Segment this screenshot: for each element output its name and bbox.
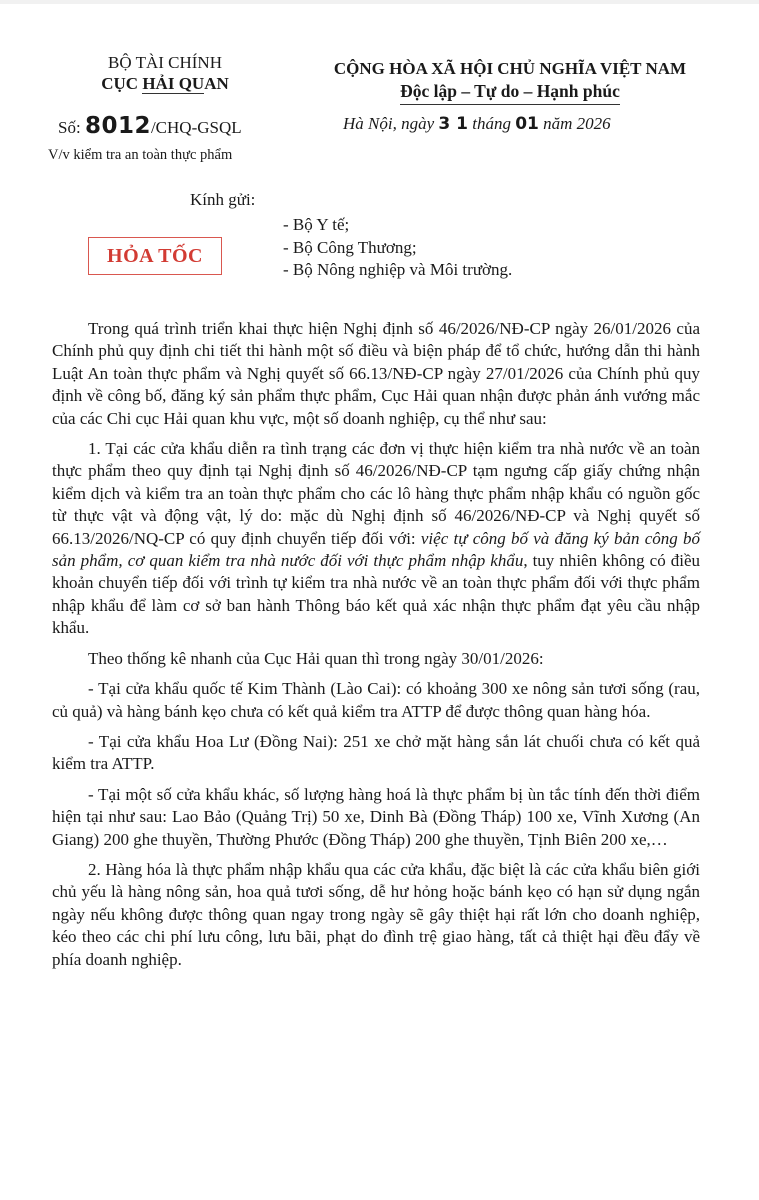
recipients-label: Kính gửi: <box>190 190 256 209</box>
ministry-name: BỘ TÀI CHÍNH <box>108 53 222 72</box>
document-number-suffix: /CHQ-GSQL <box>150 118 242 137</box>
point-1-paragraph <box>52 438 700 640</box>
national-header <box>300 58 720 105</box>
document-date <box>343 114 611 134</box>
date-year: năm 2026 <box>543 114 611 133</box>
document-number <box>58 113 242 139</box>
document-subject: V/v kiểm tra an toàn thực phẩm <box>48 147 233 163</box>
date-place: Hà Nội, ngày <box>343 114 435 133</box>
document-number-value: 8012 <box>84 113 151 139</box>
point-1-text-a: 1. Tại các cửa khẩu diễn ra tình trạng các đơn vị thực hiện kiểm tra nhà nước về an toàn thực phẩm theo quy định tại Nghị định số 46/2026/NĐ-CP tạm ngưng cấp giấy chứng nhận kiểm dịch và kiểm tra an toàn thực phẩm cho các lô hàng thực phẩm nhập khẩu có nguồn gốc từ thực vật và động vật, lý do: mặc dù Nghị định số 46/2026/NĐ-CP và Nghị quyết số 66.13/2026/NQ-CP có quy định chuyển tiếp đối với: <box>52 439 700 548</box>
agency-name-prefix: CỤC <box>101 74 143 93</box>
issuing-authority-header <box>40 52 290 94</box>
agency-name <box>40 73 290 94</box>
point-1-text-b: , tuy nhiên không có điều khoản chuyển tiếp đối với trình tự kiểm tra nhà nước về an toàn thực phẩm đối với thực phẩm nhập khẩu để làm cơ sở ban hành Thông báo kết quả xác nhận thực phẩm đạt yêu cầu nhập khẩu. <box>52 551 700 638</box>
date-month: 01 <box>515 114 539 134</box>
point-2-paragraph: 2. Hàng hóa là thực phẩm nhập khẩu qua các cửa khẩu, đặc biệt là các cửa khẩu biên giới chủ yếu là hàng nông sản, hoa quả tươi sống, dễ hư hỏng hoặc bánh kẹo có hạn sử dụng ngắn ngày nếu không được thông quan ngay trong ngày sẽ gây thiệt hại rất lớn cho doanh nghiệp, kéo theo các chi phí lưu công, lưu bãi, phạt do đình trệ giao hàng, tất cả thiệt hại đều đẩy về phía doanh nghiệp. <box>52 859 700 969</box>
urgency-stamp: HỎA TỐC <box>88 237 222 275</box>
recipient-item: - Bộ Nông nghiệp và Môi trường. <box>283 260 513 279</box>
agency-name-suffix: AN <box>204 74 229 93</box>
stat-hoa-lu: - Tại cửa khẩu Hoa Lư (Đồng Nai): 251 xe chở mặt hàng sắn lát chuối chưa có kết quả kiểm tra ATTP. <box>52 731 700 774</box>
intro-paragraph: Trong quá trình triển khai thực hiện Nghị định số 46/2026/NĐ-CP ngày 26/01/2026 của Chính phủ quy định chi tiết thi hành một số điều và biện pháp để tổ chức, hướng dẫn thi hành Luật An toàn thực phẩm và Nghị quyết số 66.13/NĐ-CP ngày 27/01/2026 của Chính phủ quy định về công bố, đăng ký sản phẩm thực phẩm, Cục Hải quan nhận được phản ánh vướng mắc của các Chi cục Hải quan khu vực, một số doanh nghiệp, cụ thể như sau: <box>52 319 700 428</box>
point-1-italic-text: việc tự công bố và đăng ký bản công bố sản phẩm, cơ quan kiểm tra nhà nước đối với thực phẩm nhập khẩu <box>52 528 700 571</box>
stats-intro-paragraph: Theo thống kê nhanh của Cục Hải quan thì trong ngày 30/01/2026: <box>88 648 544 668</box>
stat-other-border-gates: - Tại một số cửa khẩu khác, số lượng hàng hoá là thực phẩm bị ùn tắc tính đến thời điểm hiện tại như sau: Lao Bảo (Quảng Trị) 50 xe, Dinh Bà (Đồng Tháp) 100 xe, Vĩnh Xương (An Giang) 200 ghe thuyền, Thường Phước (Đồng Tháp) 200 ghe thuyền, Tịnh Biên 200 xe,… <box>52 784 700 849</box>
date-day: 3 1 <box>438 114 468 134</box>
stat-kim-thanh: - Tại cửa khẩu quốc tế Kim Thành (Lào Cai): có khoảng 300 xe nông sản tươi sống (rau, củ quả) và hàng bánh kẹo chưa có kết quả kiểm tra ATTP để được thông quan hàng hóa. <box>52 679 700 721</box>
national-motto: Độc lập – Tự do – Hạnh phúc <box>400 80 620 105</box>
recipients-list <box>283 214 512 282</box>
recipient-item: - Bộ Công Thương; <box>283 237 417 257</box>
date-month-label: tháng <box>472 114 511 133</box>
nation-name: CỘNG HÒA XÃ HỘI CHỦ NGHĨA VIỆT NAM <box>333 59 687 78</box>
recipient-item: - Bộ Y tế; <box>283 215 350 234</box>
document-body <box>52 318 700 971</box>
agency-name-underlined: HẢI QU <box>142 74 205 93</box>
document-number-label: Số: <box>58 118 81 137</box>
page-top-edge <box>0 0 759 4</box>
